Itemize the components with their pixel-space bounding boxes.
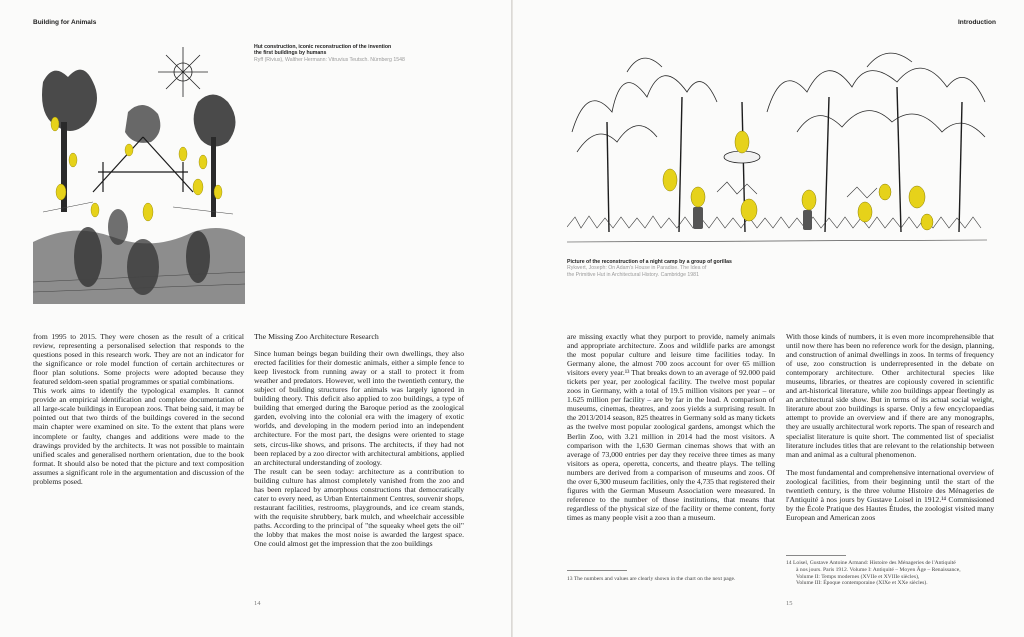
footnote-14 bbox=[786, 560, 996, 587]
right-caption-source: Rykwert, Joseph: On Adam's House in Paradise. The Idea of the Primitive Hut in Architectural History. Cambridge 1981 bbox=[567, 265, 707, 278]
right-figure-caption bbox=[567, 259, 827, 278]
running-head-right: Introduction bbox=[958, 19, 996, 26]
paragraph: from 1995 to 2015. They were chosen as the result of a critical review, representing a personalised selection that responds to the questions posed in this research work. They are not an indicator for the significance or role model function of certain architectures or floor plan solutions. Some projects were adopted because they featured seldom-seen spatial programmes or spatial combinations. bbox=[33, 332, 244, 387]
left-figure-caption bbox=[254, 44, 454, 63]
footnote-line: 14 Loisel, Gustave Antoine Armand: Histoire des Ménageries de l'Antiquité bbox=[786, 560, 956, 566]
paragraph: This work aims to identify the typological examples. It cannot provide an empirical identification and complete documentation of all large-scale buildings in European zoos. That being said, it may be pointed out that two thirds of the buildings covered in the second main chapter were examined on site. To the extent that plans were incomplete or faulty, changes and additions were made to the drawings provided by the architects. It was not possible to maintain unified scales and generalised northern orientation, due to the book format. It should also be noted that the picture and text composition assumes a significant role in the argumentation and discussion of the problems posed. bbox=[33, 386, 244, 486]
footnote-line: Volume II: Temps modernes (XVIIe et XVIIIe siècles), bbox=[796, 573, 920, 580]
right-page bbox=[513, 0, 1024, 637]
right-text-column-1 bbox=[567, 332, 775, 522]
paragraph: Since human beings began building their own dwellings, they also erected facilities for their domestic animals, either a simple fence to keep livestock from running away or a stall to protect it from weather and predators. However, well into the twentieth century, the subject of building structures for animals was largely ignored in building theory. This deficit also applied to zoo buildings, a type of building that emerged during the Baroque period as the zoological garden, evolving into the colonial era with the imagery of exotic worlds, and developing in the modern period into an independent architecture. For the most part, the designs were oriented to stage sets, circus-like shows, and prisons. The architects, if they had not been replaced by a zoo director with architectural ambitions, applied an architectural understanding of zoology. bbox=[254, 349, 464, 467]
footnote-line: à nos jours. Paris 1912. Volume I: Antiquité – Moyen Âge – Renaissance, bbox=[796, 566, 961, 573]
gorilla-camp-illustration bbox=[567, 42, 987, 254]
left-text-column-1 bbox=[33, 332, 244, 486]
left-page bbox=[0, 0, 511, 637]
running-head-left: Building for Animals bbox=[33, 19, 97, 26]
left-caption-source: Ryff (Rivius), Walther Hermann: Vitruvius Teutsch. Nürnberg 1548 bbox=[254, 56, 405, 63]
left-caption-title: Hut construction, iconic reconstruction of the invention the first buildings by humans bbox=[254, 44, 392, 57]
paragraph: are missing exactly what they purport to provide, namely animals and appropriate architecture. Zoos and wildlife parks are amongst the most popular culture and leisure time facilities today. In Germany alone, the almost 700 zoos account for over 65 million visitors every year.¹³ That breaks down to an average of 92.000 paid tickets per year, per zoological facility. The twelve most popular zoos in Germany, with a total of 19.5 million visitors per year – or 1.625 million per facility – are by far in the lead. A comparison of museums, cinemas, theatres, and zoos yields a surprising result. In the 2013/2014 season, 825 theatres in Germany sold as many tickets as the twelve most popular zoological gardens, amongst which the Berlin Zoo, with 3.21 million in 2014 had the most visitors. A comparison with the 1,630 German cinemas shows that with an average of 73,000 entries per day they receive three times as many visitors as opera, operetta, concerts, and theatre plays. The telling numbers are derived from a comparison of museums and zoos. Of the over 6,300 museum facilities, only the 4,735 that registered their figures with the German Museum Association were measured. In reference to the number of those institutions, that means that regardless of the physical size of the facility or theme content, forty times as many people visit a zoo than a museum. bbox=[567, 332, 775, 522]
page-number-left: 14 bbox=[254, 600, 261, 607]
footnote-13: 13 The numbers and values are clearly shown in the chart on the next page. bbox=[567, 576, 736, 582]
footnote-rule-left bbox=[567, 570, 627, 571]
page-number-right: 15 bbox=[786, 600, 793, 607]
paragraph: With those kinds of numbers, it is even more incomprehensible that until now there has been no reference work for the design, planning, and construction of animal dwellings in zoos. In terms of frequency of use, zoo construction is underrepresented in the debate on contemporary architecture. Other architectural species like museums, libraries, or theatres are copiously covered in scientific and art-historical literature, while zoo buildings appear fleetingly as an architectural side show. But in terms of its actual social weight, literature about zoo buildings is sparse. Only a few encyclopaedias attempt to provide an overview and if there are any monographs, they are usually architectural work reports. The span of research and specialist literature is quite short. The commented list of specialist literature includes titles that are relevant to the relationship between man and animal as a cultural phenomenon. bbox=[786, 332, 994, 459]
paragraph: The result can be seen today: architecture as a contribution to building culture has almost completely vanished from the zoo and has been replaced by amorphous constructions that democratically cater to every need, as Urban Entertainment Centres, souvenir shops, restaurant facilities, restrooms, playgrounds, and ice cream stands, with the requisite shrubbery, bark mulch, and wheelchair accessible paths. According to the principal of "the squeaky wheel gets the oil" the lobby that makes the most noise is awarded the largest space. One could almost get the impression that the zoo buildings bbox=[254, 466, 464, 549]
footnote-line: Volume III: Époque contemporaine (XIXe et XXe siècles). bbox=[796, 580, 928, 587]
section-heading: The Missing Zoo Architecture Research bbox=[254, 332, 379, 341]
woodcut-illustration bbox=[33, 42, 245, 304]
right-text-column-2 bbox=[786, 332, 994, 522]
footnote-rule-right bbox=[786, 555, 846, 556]
left-text-column-2 bbox=[254, 332, 464, 548]
right-caption-title: Picture of the reconstruction of a night camp by a group of gorillas bbox=[567, 259, 732, 265]
paragraph: The most fundamental and comprehensive international overview of zoological facilities, from their beginning until the start of the twentieth century, is the three volume Histoire des Ménageries de l'Antiquité à nos jours by Gustave Loisel in 1912.¹⁴ Commissioned by the École Pratique des Hautes Études, the zoologist visited many European and American zoos bbox=[786, 467, 994, 522]
